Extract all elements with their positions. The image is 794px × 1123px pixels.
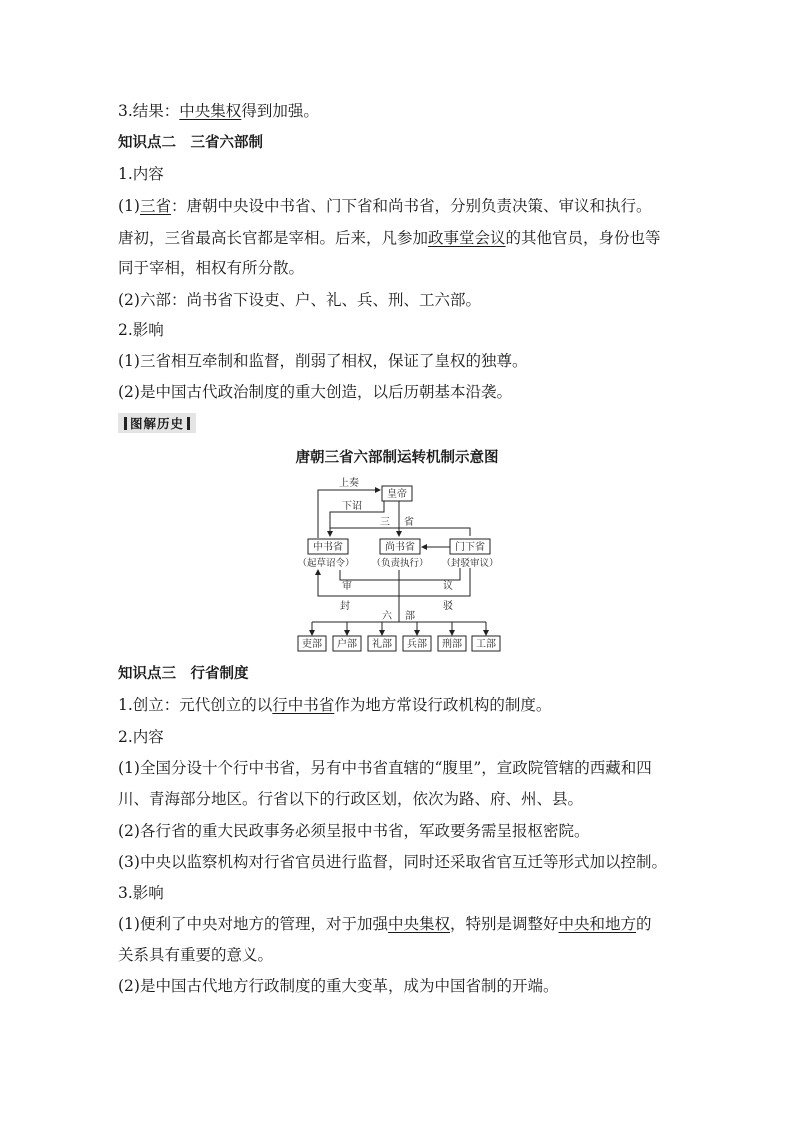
shangzou-label: 上奏 xyxy=(339,478,359,489)
ministry-label: 吏部 xyxy=(302,639,322,650)
six-ministries-line: (2)六部：尚书省下设吏、户、礼、兵、刑、工六部。 xyxy=(118,291,481,309)
section-heading-3: 知识点三 行省制度 xyxy=(118,666,249,682)
shangshu-label: 尚书省 xyxy=(385,542,415,553)
ministry-label: 礼部 xyxy=(372,639,392,650)
result-line: 3.结果：中央集权得到加强。 xyxy=(118,102,319,120)
text-line: (3)中央以监察机构对行省官员进行监督，同时还采取省官互迁等形式加以控制。 xyxy=(118,853,667,871)
underlined-term: 政事堂会议 xyxy=(428,229,506,247)
underlined-term: 中央集权 xyxy=(387,915,450,933)
text-line: (1)三省相互牵制和监督，削弱了相权，保证了皇权的独尊。 xyxy=(118,352,528,370)
zhongshu-role: （起草诏令） xyxy=(297,558,355,569)
feng-label: 封 xyxy=(340,601,350,612)
underlined-term: 中央和地方 xyxy=(558,915,637,933)
diagram-title: 唐朝三省六部制运转机制示意图 xyxy=(295,450,499,466)
section-heading-2: 知识点二 三省六部制 xyxy=(118,135,263,151)
shangshu-role: （负责执行） xyxy=(371,558,429,569)
san-label: 三 xyxy=(380,517,390,528)
text-line: 川、青海部分地区。行省以下的行政区划，依次为路、府、州、县。 xyxy=(118,790,584,808)
ministry-label: 兵部 xyxy=(407,639,427,650)
ministry-label: 刑部 xyxy=(442,639,462,650)
text-line: 关系具有重要的意义。 xyxy=(118,946,274,964)
ministry-label: 工部 xyxy=(476,639,496,650)
three-departments-line: (1)三省：唐朝中央设中书省、门下省和尚书省，分别负责决策、审议和执行。 xyxy=(118,197,652,215)
impact-heading: 2.影响 xyxy=(118,321,164,339)
creation-line: 1.创立：元代创立的以行中书省作为地方常设行政机构的制度。 xyxy=(118,696,552,714)
menxia-role: （封驳审议） xyxy=(441,558,499,569)
content-heading: 2.内容 xyxy=(118,728,164,746)
liu-label: 六 xyxy=(382,611,392,622)
text-line: (2)是中国古代政治制度的重大创造，以后历朝基本沿袭。 xyxy=(118,383,512,401)
xiazhao-label: 下诏 xyxy=(342,501,362,512)
zhongshu-label: 中书省 xyxy=(313,542,343,553)
impact-heading: 3.影响 xyxy=(118,884,164,902)
bu-label: 部 xyxy=(405,611,415,622)
shen-label: 审 xyxy=(342,581,352,592)
underlined-term: 三省 xyxy=(139,197,171,215)
yi-label: 议 xyxy=(443,581,453,592)
text-line: 同于宰相，相权有所分散。 xyxy=(118,259,305,277)
sheng-label: 省 xyxy=(404,517,414,528)
menxia-label: 门下省 xyxy=(455,542,485,553)
text-line: (1)便利了中央对地方的管理，对于加强中央集权，特别是调整好中央和地方的 xyxy=(118,915,652,933)
underlined-term: 中央集权 xyxy=(179,102,242,120)
ministry-label: 户部 xyxy=(337,639,357,650)
tag-bar xyxy=(187,417,190,430)
text-line: (2)各行省的重大民政事务必须呈报中书省，军政要务需呈报枢密院。 xyxy=(118,822,590,840)
flow-diagram xyxy=(290,476,510,656)
emperor-label: 皇帝 xyxy=(387,489,407,500)
text-line: (2)是中国古代地方行政制度的重大变革，成为中国省制的开端。 xyxy=(118,977,559,995)
text-line: (1)全国分设十个行中书省，另有中书省直辖的“腹里”，宣政院管辖的西藏和四 xyxy=(118,759,652,777)
text-line: 唐初，三省最高长官都是宰相。后来，凡参加政事堂会议的其他官员，身份也等 xyxy=(118,229,661,247)
content-heading: 1.内容 xyxy=(118,165,164,183)
bo-label: 驳 xyxy=(443,601,453,612)
tag-bar xyxy=(124,417,127,430)
underlined-term: 行中书省 xyxy=(272,696,335,714)
section-tag: 图解历史 xyxy=(118,413,196,433)
